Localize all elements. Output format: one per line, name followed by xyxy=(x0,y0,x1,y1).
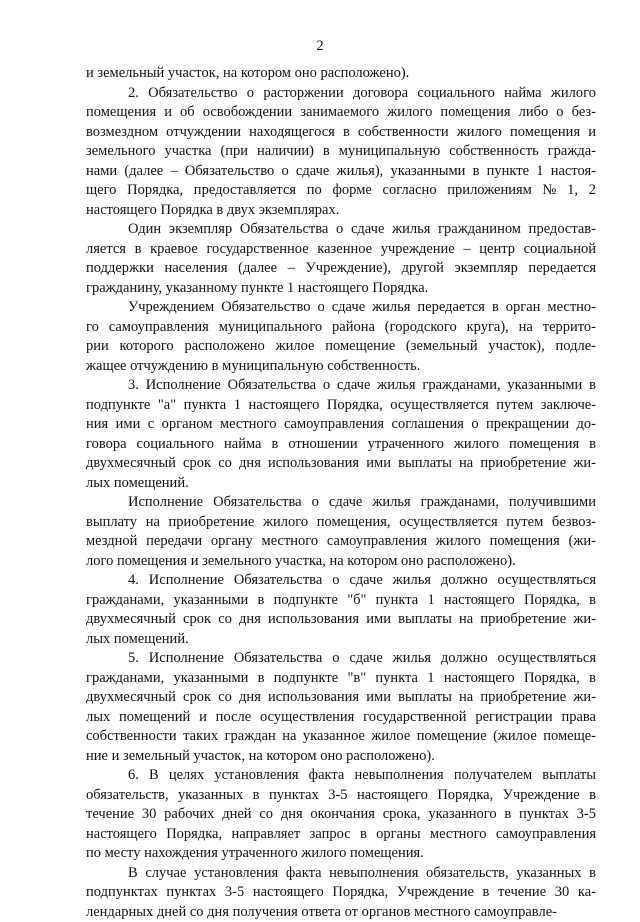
text-line: лых помещений. xyxy=(86,474,596,494)
text-line: 5. Исполнение Обязательства о сдаче жилья должно осуществляться xyxy=(86,649,596,669)
text-line: нами (далее – Обязательство о сдаче жилья), указанными в пункте 1 настоя- xyxy=(86,162,596,182)
text-line: го самоуправления муниципального района (городского круга), на террито- xyxy=(86,318,596,338)
paragraph xyxy=(86,376,596,493)
paragraph xyxy=(86,649,596,766)
text-line: ляется в краевое государственное казенное учреждение – центр социальной xyxy=(86,240,596,260)
text-line: двухмесячный срок со дня использования ими выплаты на приобретение жи- xyxy=(86,688,596,708)
text-line: помещения и об освобождении занимаемого жилого помещения либо о без- xyxy=(86,103,596,123)
text-line: лого помещения и земельного участка, на котором оно расположено). xyxy=(86,552,596,572)
text-line: лендарных дней со дня получения ответа от органов местного самоуправле- xyxy=(86,903,596,922)
text-line: двухмесячный срок со дня использования ими выплаты на приобретение жи- xyxy=(86,610,596,630)
text-line: по месту нахождения утраченного жилого помещения. xyxy=(86,844,596,864)
paragraph xyxy=(86,571,596,649)
paragraph xyxy=(86,298,596,376)
text-line: течение 30 рабочих дней со дня окончания срока, указанного в пунктах 3-5 xyxy=(86,805,596,825)
text-line: подпункте "а" пункта 1 настоящего Порядка, осуществляется путем заключе- xyxy=(86,396,596,416)
text-line: гражданами, указанными в подпункте "б" пункта 1 настоящего Порядка, в xyxy=(86,591,596,611)
text-line: подпунктах пунктах 3-5 настоящего Порядка, Учреждение в течение 30 ка- xyxy=(86,883,596,903)
text-line: лых помещений и после осуществления государственной регистрации права xyxy=(86,708,596,728)
document-body xyxy=(86,64,596,922)
text-line: Учреждением Обязательство о сдаче жилья передается в орган местно- xyxy=(86,298,596,318)
text-line: земельного участка (при наличии) в муниципальную собственность гражда- xyxy=(86,142,596,162)
text-line: В случае установления факта невыполнения обязательств, указанных в xyxy=(86,864,596,884)
text-line: настоящего Порядка в двух экземплярах. xyxy=(86,201,596,221)
text-line: гражданами, указанными в подпункте "в" пункта 1 настоящего Порядка, в xyxy=(86,669,596,689)
text-line: 4. Исполнение Обязательства о сдаче жилья должно осуществляться xyxy=(86,571,596,591)
paragraph xyxy=(86,220,596,298)
text-line: и земельный участок, на котором оно расположено). xyxy=(86,64,596,84)
text-line: жащее отчуждению в муниципальную собственность. xyxy=(86,357,596,377)
text-line: Исполнение Обязательства о сдаче жилья гражданами, получившими xyxy=(86,493,596,513)
text-line: рии которого расположено жилое помещение (земельный участок), подле- xyxy=(86,337,596,357)
text-line: мездной передачи органу местного самоуправления жилого помещения (жи- xyxy=(86,532,596,552)
text-line: выплату на приобретение жилого помещения, осуществляется путем безвоз- xyxy=(86,513,596,533)
text-line: щего Порядка, предоставляется по форме согласно приложениям № 1, 2 xyxy=(86,181,596,201)
text-line: поддержки населения (далее – Учреждение), другой экземпляр передается xyxy=(86,259,596,279)
text-line: гражданину, указанному пункте 1 настоящего Порядка. xyxy=(86,279,596,299)
paragraph xyxy=(86,766,596,864)
text-line: обязательств, указанных в пунктах 3-5 настоящего Порядка, Учреждение в xyxy=(86,786,596,806)
paragraph xyxy=(86,493,596,571)
paragraph xyxy=(86,64,596,84)
text-line: ние и земельный участок, на котором оно расположено). xyxy=(86,747,596,767)
text-line: лых помещений. xyxy=(86,630,596,650)
paragraph xyxy=(86,84,596,221)
page-number: 2 xyxy=(0,38,640,54)
text-line: ния ими с органом местного самоуправления соглашения о прекращении до- xyxy=(86,415,596,435)
text-line: двухмесячный срок со дня использования ими выплаты на приобретение жи- xyxy=(86,454,596,474)
text-line: 2. Обязательство о расторжении договора социального найма жилого xyxy=(86,84,596,104)
text-line: настоящего Порядка, направляет запрос в органы местного самоуправления xyxy=(86,825,596,845)
text-line: Один экземпляр Обязательства о сдаче жилья гражданином предостав- xyxy=(86,220,596,240)
text-line: говора социального найма в отношении утраченного жилого помещения в xyxy=(86,435,596,455)
text-line: 6. В целях установления факта невыполнения получателем выплаты xyxy=(86,766,596,786)
text-line: возмездном отчуждении находящегося в собственности жилого помещения и xyxy=(86,123,596,143)
text-line: собственности таких граждан на указанное жилое помещение (жилое помеще- xyxy=(86,727,596,747)
paragraph xyxy=(86,864,596,922)
text-line: 3. Исполнение Обязательства о сдаче жилья гражданами, указанными в xyxy=(86,376,596,396)
